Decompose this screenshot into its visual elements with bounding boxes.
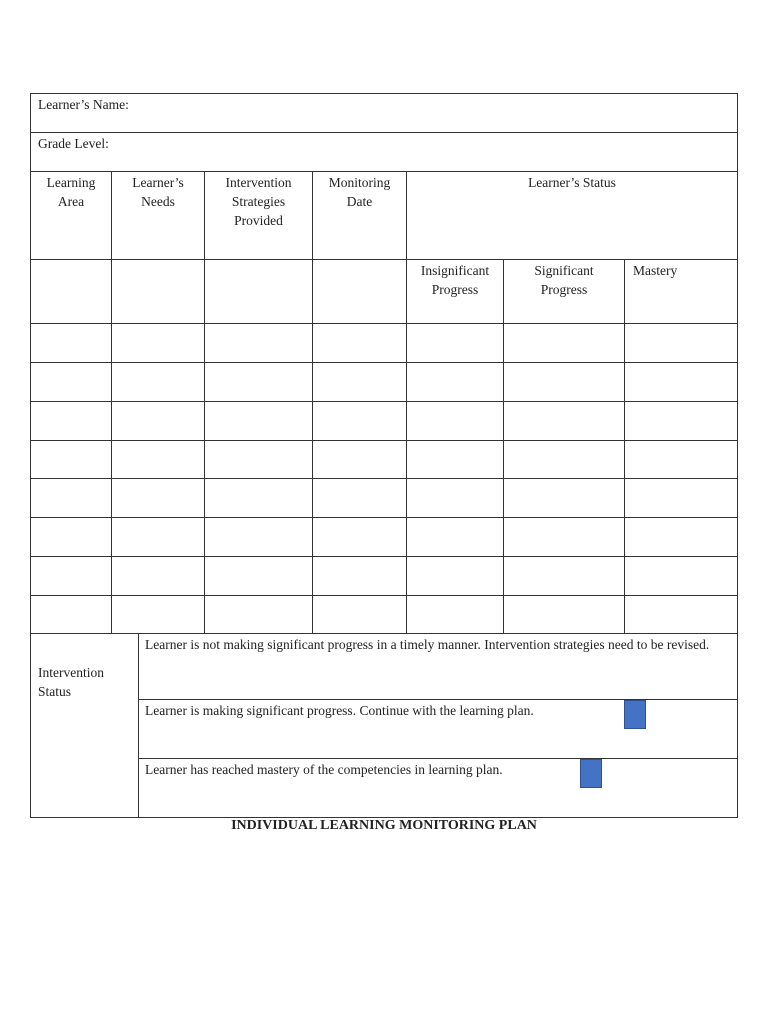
row-divider xyxy=(30,556,738,557)
intervention-option-continue: Learner is making significant progress. Continue with the learning plan. xyxy=(145,703,534,718)
row-divider xyxy=(30,595,738,596)
row-divider xyxy=(138,758,738,759)
row-divider xyxy=(30,132,738,133)
header-learning-area: Learning Area xyxy=(46,175,96,209)
row-divider xyxy=(30,171,738,172)
row-divider xyxy=(30,440,738,441)
row-divider xyxy=(30,323,738,324)
learner-name-label: Learner’s Name: xyxy=(38,97,129,112)
subheader-significant-progress: Significant Progress xyxy=(534,263,594,297)
header-learners-status: Learner’s Status xyxy=(528,175,616,190)
column-divider xyxy=(204,171,205,634)
column-divider xyxy=(624,259,625,634)
form-title: INDIVIDUAL LEARNING MONITORING PLAN xyxy=(231,818,537,833)
table-border-right xyxy=(737,93,738,818)
row-divider xyxy=(30,362,738,363)
column-divider xyxy=(312,171,313,634)
header-learners-needs: Learner’s Needs xyxy=(132,175,184,209)
row-divider xyxy=(30,259,738,260)
column-divider xyxy=(111,171,112,634)
intervention-status-label: Intervention Status xyxy=(38,665,104,699)
intervention-option-revise: Learner is not making significant progress in a timely manner. Intervention strategies need to be revised. xyxy=(145,637,710,652)
mastery-checkbox[interactable] xyxy=(580,759,602,788)
column-divider xyxy=(503,259,504,634)
grade-level-label: Grade Level: xyxy=(38,136,109,151)
row-divider xyxy=(30,478,738,479)
row-divider xyxy=(30,633,738,634)
header-intervention-strategies: Intervention Strategies Provided xyxy=(225,175,292,228)
table-border-top xyxy=(30,93,738,94)
subheader-mastery: Mastery xyxy=(633,263,678,278)
row-divider xyxy=(138,699,738,700)
column-divider xyxy=(406,171,407,634)
header-monitoring-date: Monitoring Date xyxy=(328,175,391,209)
row-divider xyxy=(30,517,738,518)
row-divider xyxy=(30,401,738,402)
continue-checkbox[interactable] xyxy=(624,700,646,729)
intervention-option-mastery: Learner has reached mastery of the competencies in learning plan. xyxy=(145,762,503,777)
column-divider xyxy=(138,633,139,818)
subheader-insignificant-progress: Insignificant Progress xyxy=(420,263,490,297)
